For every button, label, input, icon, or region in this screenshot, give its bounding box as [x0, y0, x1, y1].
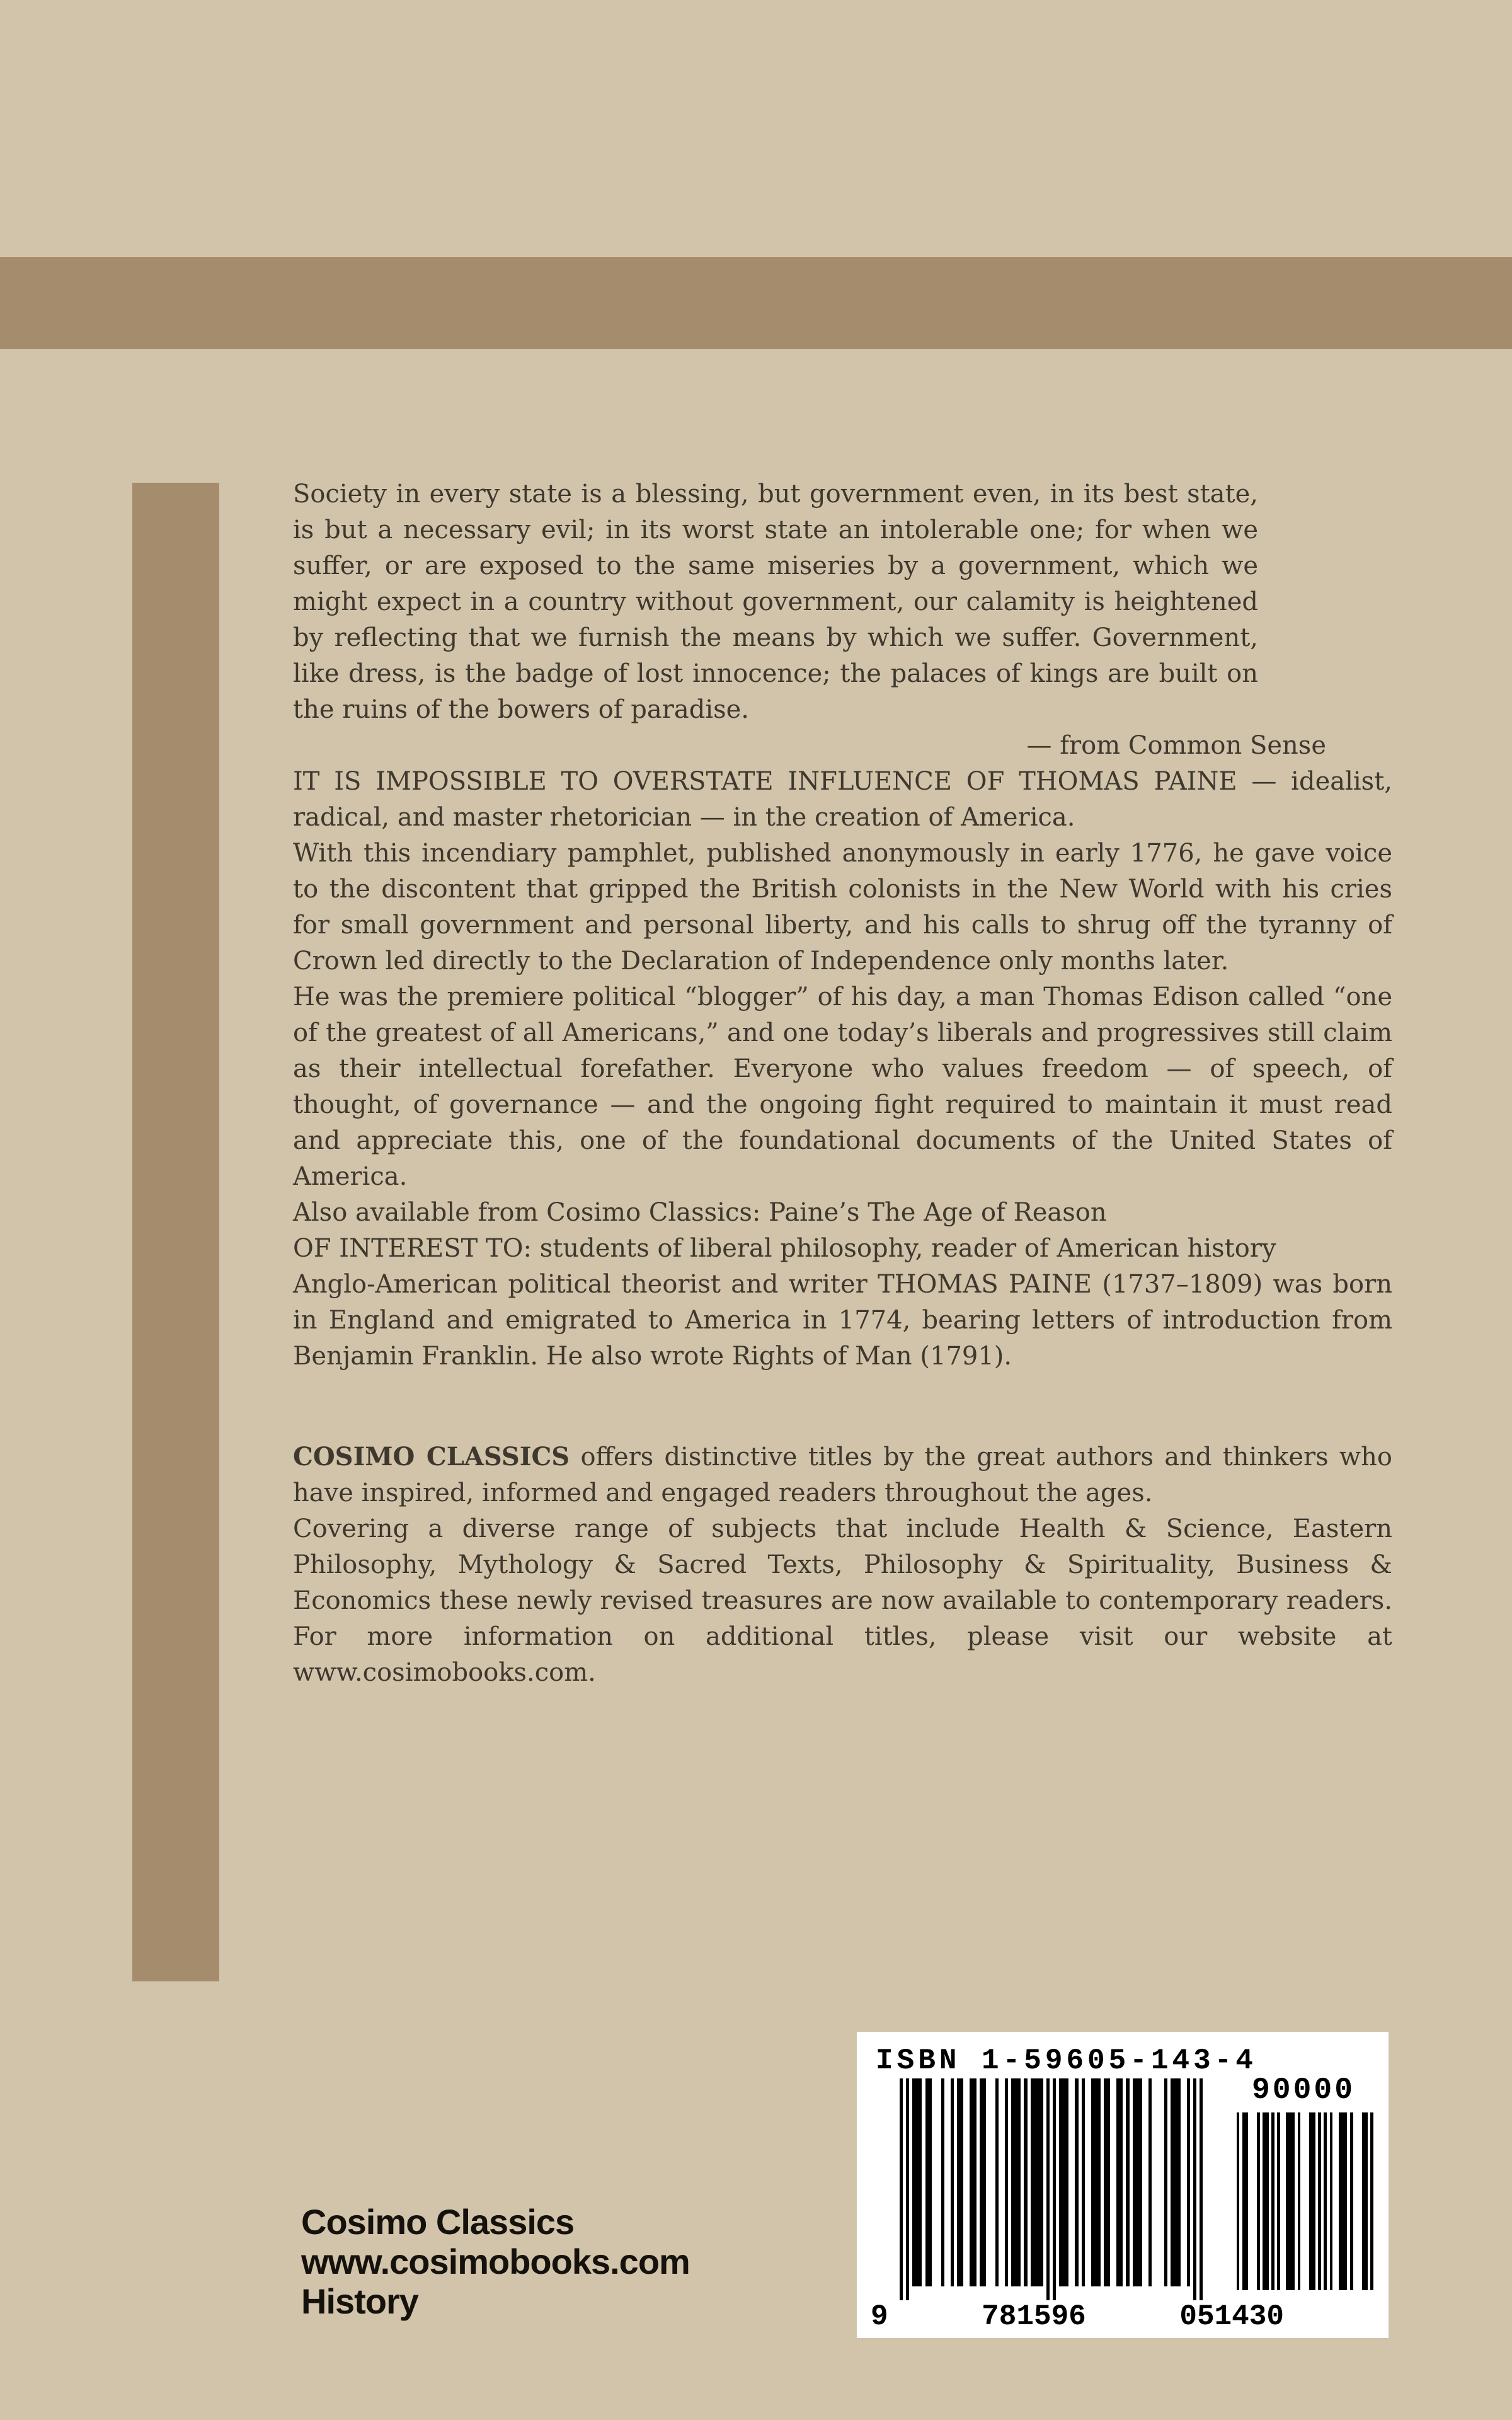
common-sense-quote: Society in every state is a blessing, but government even, in its best state, is but a necessary evil; in its worst state an intolerable one; for when we suffer, or are exposed to the same miseries by a government, which we might expect in a country without government, our calamity is heightened by reflecting that we furnish the means by which we suffer. Government, like dress, is the badge of lost innocence; the palaces of kings are built on the ruins of the bowers of paradise.	[293, 480, 1258, 724]
paragraph-pamphlet: With this incendiary pamphlet, published anonymously in early 1776, he gave voice to the discontent that gripped the British colonists in the New World with his cries for small government and personal liberty, and his calls to shrug off the tyranny of Crown led directly to the Declaration of Independence only months later.	[293, 839, 1392, 976]
cosimo-classics-rest: offers distinctive titles by the great authors and thinkers who have inspired, informed and engaged readers throughout the ages.	[293, 1443, 1392, 1507]
line-also-available: Also available from Cosimo Classics: Paine’s The Age of Reason	[293, 1198, 1107, 1227]
ean-digit-group-2: 781596	[982, 2300, 1086, 2333]
ean5-addon-barcode	[1234, 2112, 1373, 2290]
paragraph-influence: IT IS IMPOSSIBLE TO OVERSTATE INFLUENCE OF THOMAS PAINE — idealist, radical, and master rhetorician — in the creation of America.	[293, 767, 1392, 832]
top-color-band	[0, 257, 1512, 349]
paragraph-blogger: He was the premiere political “blogger” of his day, a man Thomas Edison called “one of the greatest of all Americans,” and one today’s liberals and progressives still claim as their intellectual forefather. Everyone who values freedom — of speech, of thought, of governance — and the ongoing fight required to maintain it must read and appreciate this, one of the foundational documents of the United States of America.	[293, 982, 1392, 1191]
cosimo-classics-lead: COSIMO CLASSICS	[293, 1442, 570, 1472]
paragraph-subjects: Covering a diverse range of subjects that include Health & Science, Eastern Philosophy, Mythology & Sacred Texts, Philosophy & Spirituality, Business & Economics these newly revised treasures are now available to contemporary readers. For more information on additional titles, please visit our website at www.cosimobooks.com.	[293, 1514, 1392, 1687]
line-of-interest: OF INTEREST TO: students of liberal philosophy, reader of American history	[293, 1234, 1276, 1263]
back-cover-text	[293, 476, 1392, 1691]
publisher-category: History	[301, 2281, 418, 2321]
ean13-barcode	[900, 2078, 1203, 2300]
isbn-barcode-box	[857, 2032, 1389, 2338]
publisher-website: www.cosimobooks.com	[301, 2242, 690, 2281]
paragraph-cosimo-classics	[293, 1439, 1392, 1511]
publisher-block	[301, 2202, 690, 2321]
left-color-stripe	[132, 483, 219, 1981]
ean-digit-group-1: 9	[871, 2300, 888, 2333]
paragraph-author-bio: Anglo-American political theorist and writer THOMAS PAINE (1737–1809) was born in England and emigrated to America in 1774, bearing letters of introduction from Benjamin Franklin. He also wrote Rights of Man (1791).	[293, 1270, 1392, 1371]
ean13-digits	[871, 2300, 1284, 2333]
ean-digit-group-3: 051430	[1179, 2300, 1284, 2333]
quote-attribution: — from Common Sense	[1026, 731, 1326, 760]
isbn-number-label: ISBN 1-59605-143-4	[876, 2044, 1257, 2077]
publisher-imprint: Cosimo Classics	[301, 2202, 575, 2242]
price-code-label: 90000	[1251, 2073, 1356, 2107]
